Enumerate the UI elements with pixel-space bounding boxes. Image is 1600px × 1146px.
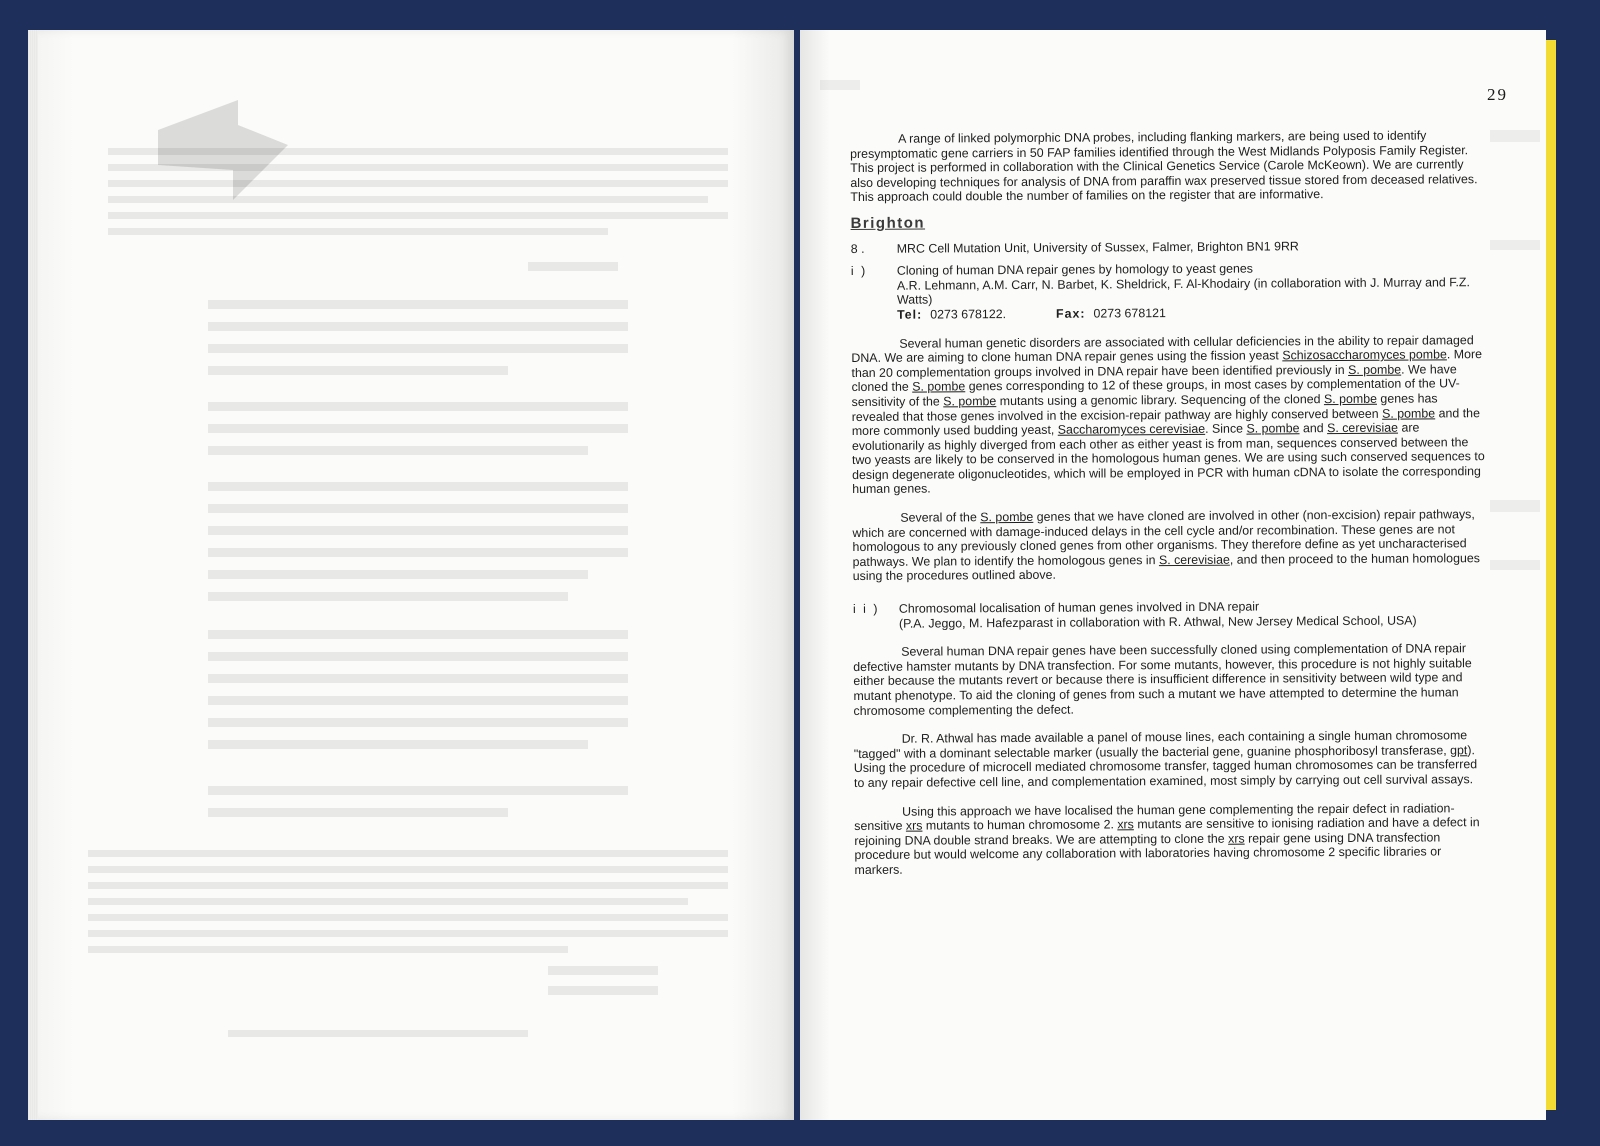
unit-name: MRC Cell Mutation Unit, University of Sussex, Falmer, Brighton BN1 9RR bbox=[896, 238, 1299, 256]
project-1-number: i ) bbox=[850, 264, 868, 279]
right-page bbox=[800, 30, 1546, 1120]
unit-number: 8 . bbox=[850, 241, 865, 256]
left-page bbox=[28, 30, 794, 1120]
project-2 bbox=[853, 598, 1488, 631]
page-number: 29 bbox=[1487, 85, 1508, 104]
document-spread bbox=[28, 30, 1558, 1120]
fax-label: Fax: bbox=[1055, 306, 1086, 321]
project-1-paragraph-2: Several of the S. pombe genes that we have cloned are involved in other (non-excision) repair pathways, which are concerned with damage-induced delays in the cell cycle and/or recombination. These genes are not homologous to any previously cloned genes from other organisms. They therefore define as yet uncharacterised pathways. We plan to identify the homologous genes in S. cerevisiae, and then proceed to the human homologues using the procedures outlined above. bbox=[852, 507, 1480, 584]
tel-label: Tel: bbox=[897, 307, 923, 322]
unit-entry bbox=[851, 238, 1486, 256]
project-2-paragraph-1: Several human DNA repair genes have been successfully cloned using complementation of DNA repair defective hamster mutants by DNA transfection. For some mutants, however, this procedure is not highly suitable either because the mutants revert or because there is insufficient difference in sensitivity between wild type and mutant phenotype. To aid the cloning of genes from such a mutant we have attempted to determine the human chromosome complementing the defect. bbox=[853, 641, 1472, 718]
project-2-authors: (P.A. Jeggo, M. Hafezparast in collaboration with R. Athwal, New Jersey Medical School, USA) bbox=[898, 613, 1417, 631]
fax-number: 0273 678121 bbox=[1093, 306, 1166, 321]
yellow-page-edge bbox=[1546, 40, 1556, 1110]
project-2-title: Chromosomal localisation of human genes involved in DNA repair bbox=[898, 599, 1260, 616]
project-1-authors: A.R. Lehmann, A.M. Carr, N. Barbet, K. Sheldrick, F. Al-Khodairy (in collaboration with J. Murray and F.Z. Watts) bbox=[896, 274, 1470, 308]
project-2-number: i i ) bbox=[852, 601, 880, 617]
page-content bbox=[850, 128, 1490, 877]
section-heading-brighton: Brighton bbox=[850, 214, 926, 232]
project-1-title: Cloning of human DNA repair genes by homology to yeast genes bbox=[896, 261, 1253, 278]
tel-number: 0273 678122. bbox=[930, 306, 1007, 322]
project-2-paragraph-2: Dr. R. Athwal has made available a panel of mouse lines, each containing a single human chromosome "tagged" with a dominant selectable marker (usually the bacterial gene, guanine phosphoribosyl transferase, gpt). Using the procedure of microcell mediated chromosome transfer, tagged human chromosomes can be transferred to any repair defective cell line, and complementation examined, most simply by carrying out cell survival assays. bbox=[853, 728, 1478, 790]
project-1 bbox=[851, 260, 1486, 322]
intro-paragraph: A range of linked polymorphic DNA probes, including flanking markers, are being used to identify presymptomatic gene carriers in 50 FAP families identified through the West Midlands Polyposis Family Register. This project is performed in collaboration with the Clinical Genetics Service (Carole McKeown). We are currently also developing techniques for analysis of DNA from paraffin wax preserved tissue stored from deceased relatives. This approach could double the number of families on the register that are informative. bbox=[850, 128, 1478, 205]
show-through-text-lines bbox=[28, 30, 794, 1120]
project-1-paragraph-1: Several human genetic disorders are associated with cellular deficiencies in the ability to repair damaged DNA. We are aiming to clone human DNA repair genes using the fission yeast Schizosaccharomyces pombe. More than 20 complementation groups involved in DNA repair have been identified previously in S. pombe. We have cloned the S. pombe genes corresponding to 12 of these groups, in most cases by complementation of the UV-sensitivity of the S. pombe mutants using a genomic library. Sequencing of the cloned S. pombe genes has revealed that those genes involved in the excision-repair pathway are highly conserved between S. pombe and the more commonly used budding yeast, Saccharomyces cerevisiae. Since S. pombe and S. cerevisiae are evolutionarily as highly diverged from each other as either yeast is from man, sequences conserved between the two yeasts are likely to be conserved in the homologous human genes. We are using such conserved sequences to design degenerate oligonucleotides, which will be employed in PCR with human cDNA to isolate the corresponding human genes. bbox=[851, 332, 1485, 497]
project-2-paragraph-3: Using this approach we have localised the human gene complementing the repair defect in radiation-sensitive xrs mutants to human chromosome 2. xrs mutants are sensitive to ionising radiation and have a defect in rejoining DNA double strand breaks. We are attempting to clone the xrs repair gene using DNA transfection procedure but would welcome any collaboration with laboratories having chromosome 2 specific libraries or markers. bbox=[854, 800, 1480, 877]
